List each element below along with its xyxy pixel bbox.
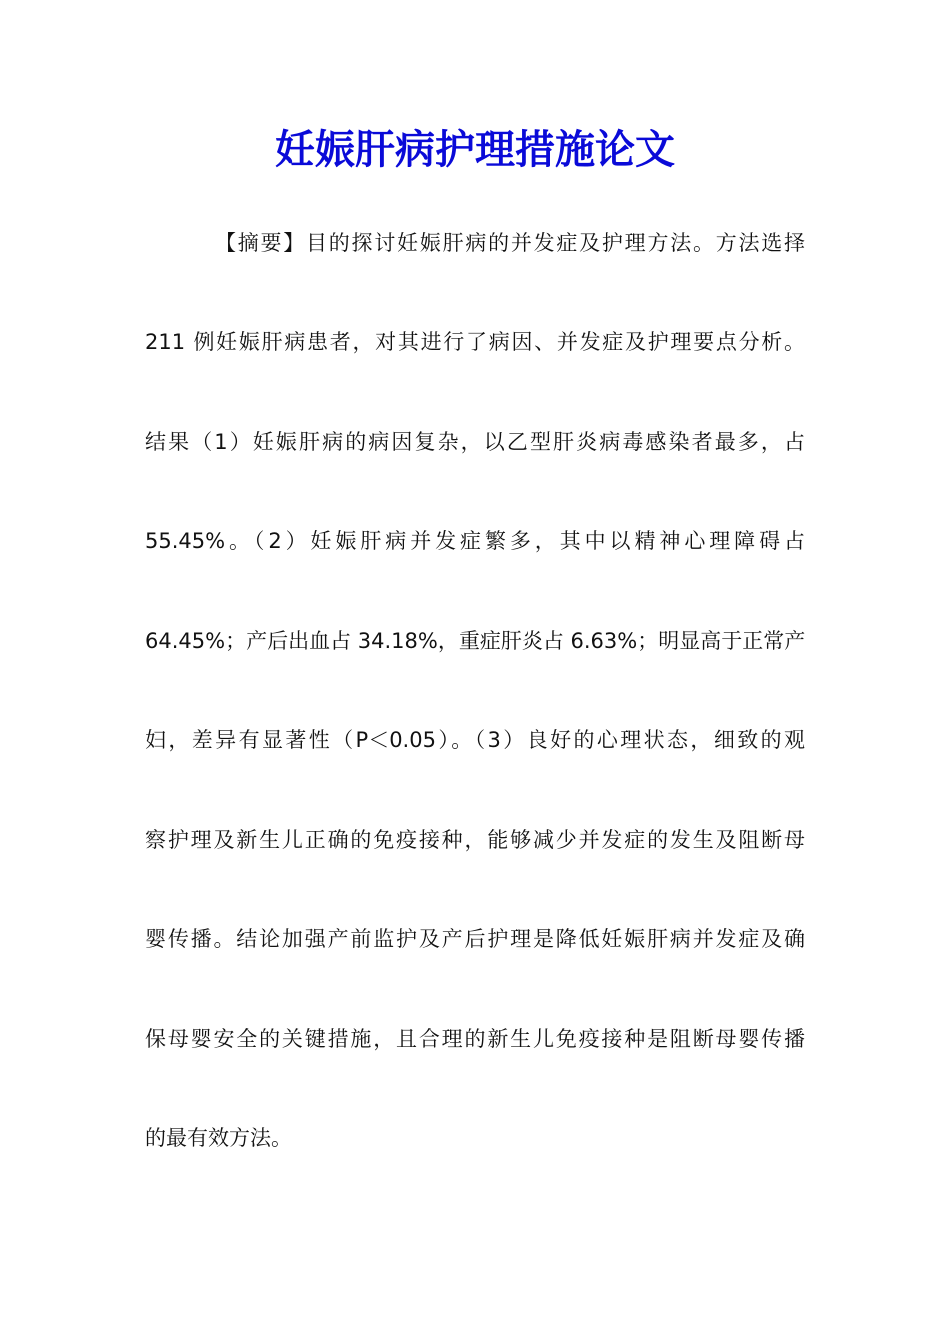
document-title: 妊娠肝病护理措施论文 [275, 126, 675, 173]
abstract-line: 【摘要】目的探讨妊娠肝病的并发症及护理方法。方法选择 [215, 231, 805, 255]
abstract-line: 结果（1）妊娠肝病的病因复杂，以乙型肝炎病毒感染者最多，占 [145, 430, 805, 454]
abstract-line: 的最有效方法。 [145, 1126, 292, 1150]
abstract-line: 55.45%。（2）妊娠肝病并发症繁多，其中以精神心理障碍占 [145, 529, 805, 553]
abstract-line: 察护理及新生儿正确的免疫接种，能够减少并发症的发生及阻断母 [145, 828, 805, 852]
abstract-line: 64.45%；产后出血占 34.18%，重症肝炎占 6.63%；明显高于正常产 [145, 629, 805, 653]
abstract-line: 妇，差异有显著性（P＜0.05）。（3）良好的心理状态，细致的观 [145, 728, 805, 752]
abstract-line: 保母婴安全的关键措施，且合理的新生儿免疫接种是阻断母婴传播 [145, 1027, 805, 1051]
abstract-line: 婴传播。结论加强产前监护及产后护理是降低妊娠肝病并发症及确 [145, 927, 805, 951]
abstract-line: 211 例妊娠肝病患者，对其进行了病因、并发症及护理要点分析。 [145, 330, 805, 354]
